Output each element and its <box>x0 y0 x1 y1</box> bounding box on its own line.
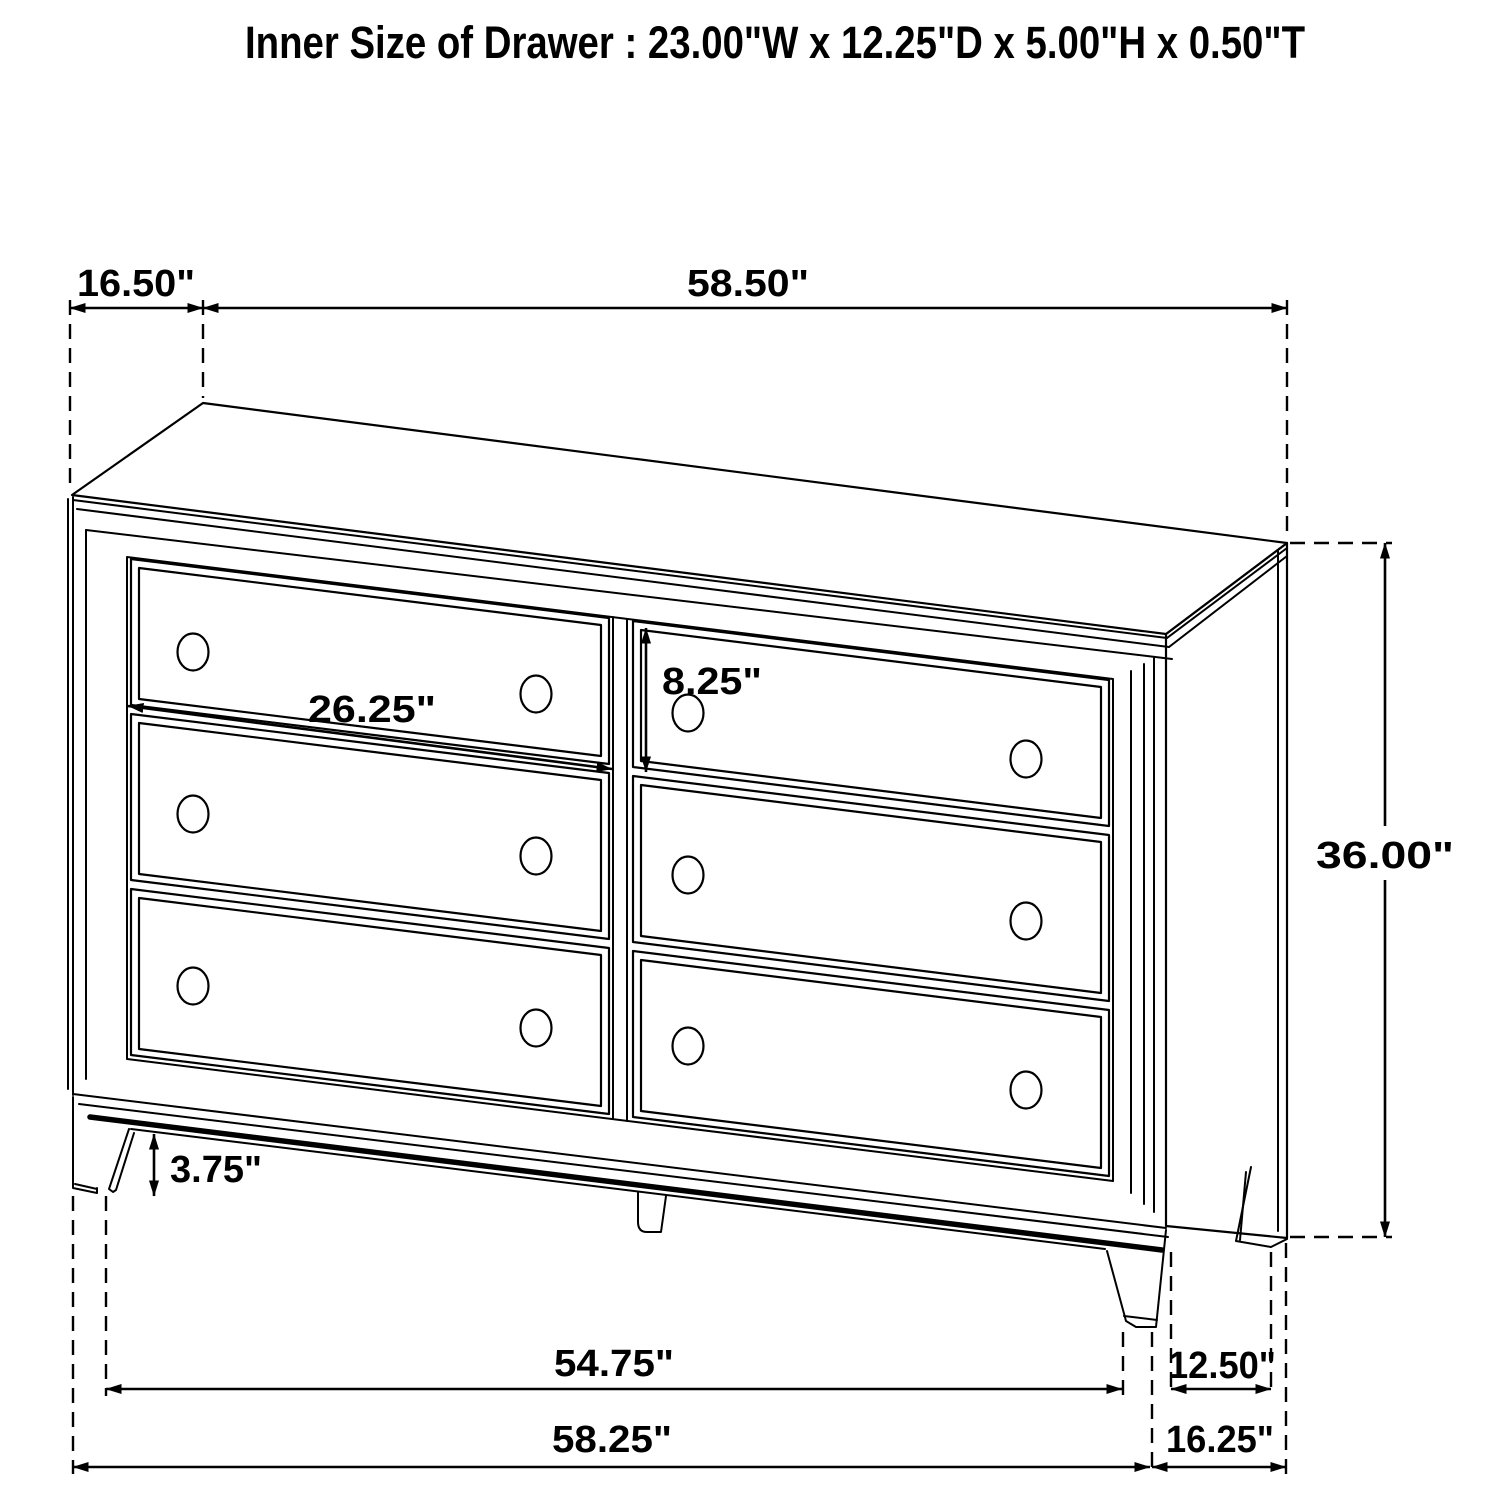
drawer-knob <box>673 857 704 894</box>
dimension-overall-height <box>1300 543 1470 1237</box>
dimension-leg-depth <box>1168 1345 1276 1389</box>
drawer-knob <box>1011 1072 1042 1109</box>
front-left-leg <box>73 1097 134 1193</box>
dimension-label: 3.75" <box>170 1149 262 1191</box>
drawer-knob <box>1011 903 1042 940</box>
drawer-knob <box>521 676 552 713</box>
drawer-knob <box>673 1028 704 1065</box>
center-front-leg <box>638 1192 666 1232</box>
dimension-base-depth <box>1152 1419 1286 1467</box>
dimension-label: 54.75" <box>554 1343 674 1385</box>
dimension-label: 58.25" <box>552 1419 672 1461</box>
dimension-base-inner-width <box>106 1343 1122 1389</box>
dimension-label: 12.50" <box>1168 1345 1276 1387</box>
drawer-knob <box>178 968 209 1005</box>
drawer-fronts <box>131 559 1109 1176</box>
dimension-top-depth <box>70 263 203 308</box>
drawer-knob <box>178 634 209 671</box>
drawer-knob <box>521 838 552 875</box>
dimension-label: 36.00" <box>1316 835 1454 877</box>
drawer-knob <box>521 1010 552 1047</box>
dimension-label: 8.25" <box>662 661 762 703</box>
drawer-knob <box>1011 741 1042 778</box>
dimension-label: 58.50" <box>687 263 809 305</box>
dimension-label: 16.25" <box>1166 1419 1274 1461</box>
dimension-top-width <box>203 263 1287 308</box>
dimension-label: 16.50" <box>77 263 195 305</box>
drawer-knob <box>178 796 209 833</box>
page-title: Inner Size of Drawer : 23.00"W x 12.25"D x 5.00"H x 0.50"T <box>245 17 1305 68</box>
dimension-base-width <box>73 1419 1150 1467</box>
side-panel <box>1166 543 1287 1238</box>
dimension-label: 26.25" <box>308 689 436 731</box>
